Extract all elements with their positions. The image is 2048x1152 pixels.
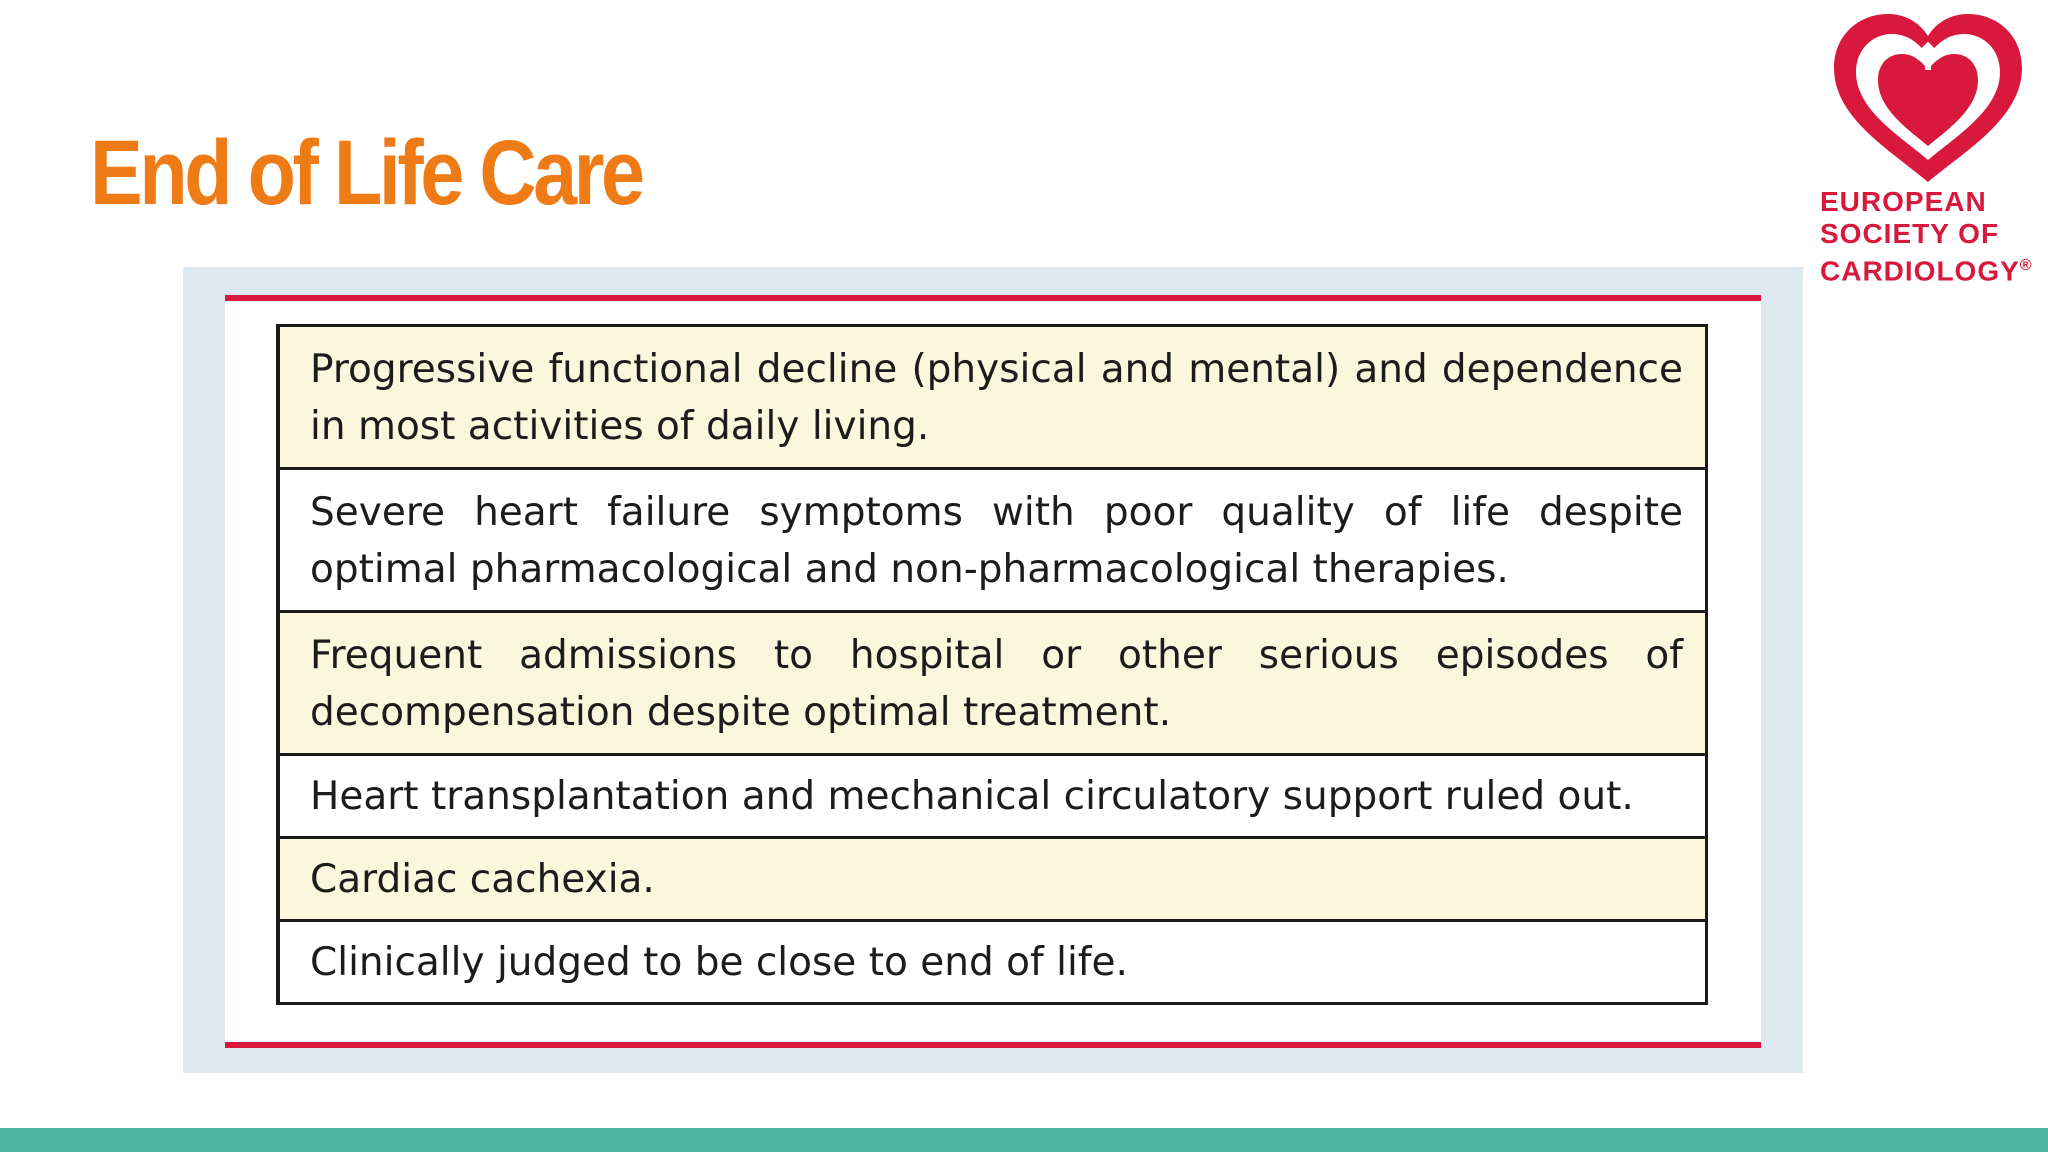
table-row xyxy=(278,326,1707,469)
table-row xyxy=(278,838,1707,921)
table-row xyxy=(278,612,1707,755)
table-cell: Clinically judged to be close to end of life. xyxy=(278,921,1707,1004)
slide-title: End of Life Care xyxy=(90,122,642,224)
logo-line-1: EUROPEAN xyxy=(1820,186,1987,217)
registered-mark: ® xyxy=(2019,257,2033,274)
logo-line-2: SOCIETY OF xyxy=(1820,218,2000,249)
logo-line-3: CARDIOLOGY xyxy=(1820,255,2020,287)
table-cell: Severe heart failure symptoms with poor quality of life despite optimal pharmacological and non-pharmacological therapies. xyxy=(278,469,1707,612)
table-row xyxy=(278,755,1707,838)
table-row xyxy=(278,921,1707,1004)
heart-icon xyxy=(1828,10,2028,188)
table-cell: Heart transplantation and mechanical circulatory support ruled out. xyxy=(278,755,1707,838)
table-row xyxy=(278,469,1707,612)
table-cell: Progressive functional decline (physical and mental) and dependence in most activities of daily living. xyxy=(278,326,1707,469)
table-cell: Frequent admissions to hospital or other serious episodes of decompensation despite optimal treatment. xyxy=(278,612,1707,755)
figure-card xyxy=(225,295,1761,1048)
criteria-table xyxy=(276,324,1708,1005)
esc-logo xyxy=(1818,10,2033,287)
figure-panel xyxy=(183,267,1803,1073)
table-cell: Cardiac cachexia. xyxy=(278,838,1707,921)
footer-bar xyxy=(0,1128,2048,1152)
